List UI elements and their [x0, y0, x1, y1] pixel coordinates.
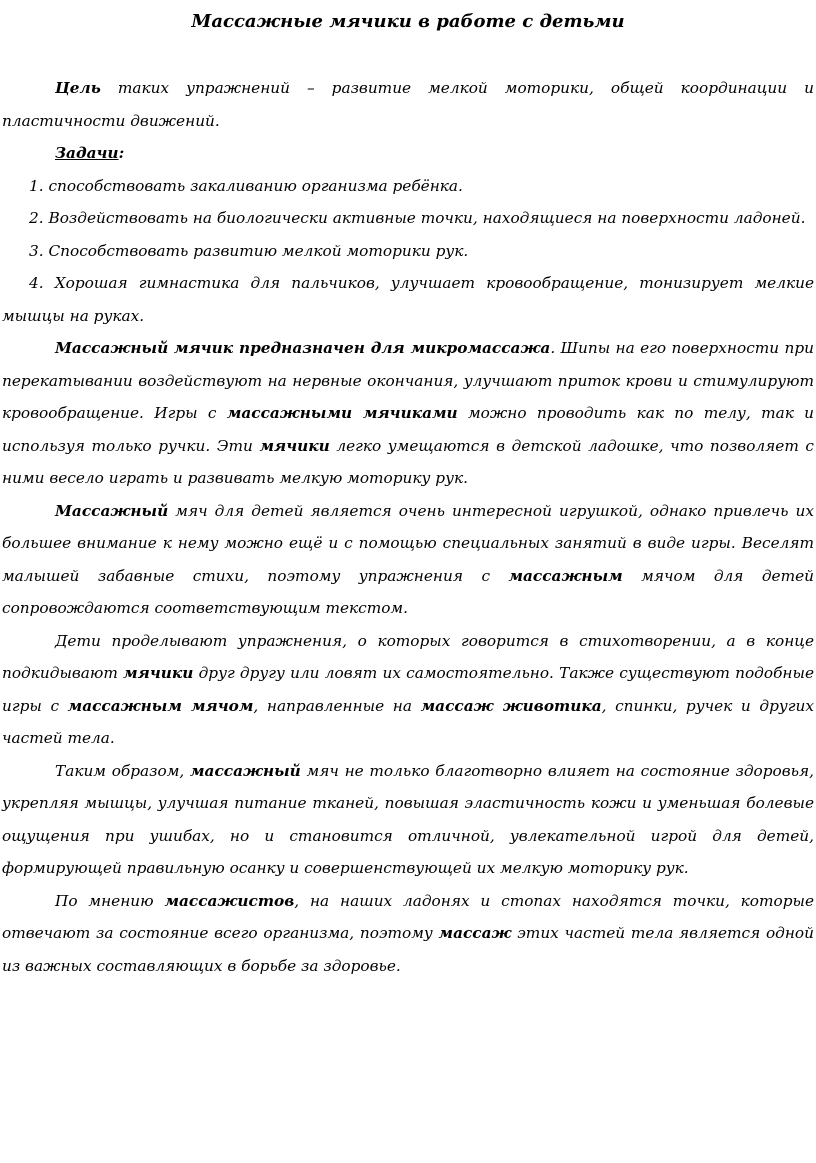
- para3-text-1: Дети проделывают упражнения, о которых говорится в стихотворении, а в конце подкидывают: [2, 631, 814, 682]
- paragraph-conclusion: [2, 755, 814, 885]
- paragraph-micromassage: [2, 332, 814, 495]
- para1-bold-3: мячики: [259, 436, 330, 455]
- para3-text-2: друг другу или ловят их самостоятельно. Также существуют подобные игры с: [2, 664, 814, 715]
- para3-bold-2: массажным мячом: [67, 696, 254, 715]
- paragraph-toy: [2, 495, 814, 625]
- para4-bold-1: массажный: [190, 761, 301, 780]
- para3-bold-3: массаж животика: [420, 696, 602, 715]
- para2-bold-1: Массажный: [55, 501, 169, 520]
- para2-text-2: мячом для детей сопровождаются соответствующим текстом.: [2, 566, 815, 617]
- goal-paragraph: [2, 72, 814, 137]
- para5-text-2: , на наших ладонях и стопах находятся точки, которые отвечают за состояние всего организма, поэтому: [2, 891, 815, 942]
- document-title: Массажные мячики в работе с детьми: [191, 11, 625, 32]
- task-item-2: 2. Воздействовать на биологически активные точки, находящиеся на поверхности ладоней.: [29, 209, 806, 227]
- task-item-3: 3. Способствовать развитию мелкой моторики рук.: [29, 241, 469, 260]
- para5-bold-2: массаж: [438, 924, 512, 942]
- title-spacer: [2, 40, 814, 72]
- tasks-label: Задачи: [55, 144, 119, 162]
- para1-text-1: . Шипы на его поверхности при перекатывании воздействуют на нервные окончания, улучшают приток крови и стимулируют кровообращение. Игры с: [2, 339, 814, 422]
- para2-bold-2: массажным: [508, 566, 623, 585]
- para1-text-3: легко умещаются в детской ладошке, что позволяет с ними весело играть и развивать мелкую моторику рук.: [2, 436, 814, 487]
- para4-text-2: мяч не только благотворно влияет на состояние здоровья, укрепляя мышцы, улучшая питание тканей, повышая эластичность кожи и уменьшая болевые ощущения при ушибах, но и становится отличной, увлекательной игрой для детей, формирующей правильную осанку и совершенствующей их мелкую моторику рук.: [2, 761, 814, 877]
- goal-label: Цель: [55, 79, 101, 97]
- para5-text-3: этих частей тела является одной из важных составляющих в борьбе за здоровье.: [2, 924, 814, 975]
- para2-text-1: мяч для детей является очень интересной игрушкой, однако привлечь их большее внимание к нему можно ещё и с помощью специальных занятий в виде игры. Веселят малышей забавные стихи, поэтому упражнения с: [2, 501, 814, 585]
- paragraph-masseurs: [2, 885, 814, 983]
- para1-bold-1: Массажный мячик предназначен для микромассажа: [55, 339, 551, 357]
- para5-bold-1: массажистов: [164, 891, 295, 910]
- para5-text-1: По мнению: [55, 891, 165, 910]
- task-item-4: 4. Хорошая гимнастика для пальчиков, улучшает кровообращение, тонизирует мелкие мышцы на руках.: [2, 274, 814, 325]
- para1-bold-2: массажными мячиками: [226, 404, 458, 422]
- task-item-1: 1. способствовать закаливанию организма ребёнка.: [29, 176, 463, 195]
- paragraph-exercises: [2, 625, 814, 755]
- para1-text-2: можно проводить как по телу, так и используя только ручки. Эти: [2, 404, 815, 455]
- tasks-colon: :: [118, 144, 125, 162]
- tasks-heading: [2, 137, 814, 170]
- para3-text-3: , направленные на: [253, 696, 421, 715]
- para3-bold-1: мячики: [123, 664, 194, 682]
- goal-text: таких упражнений – развитие мелкой моторики, общей координации и пластичности движений.: [2, 79, 814, 130]
- para3-text-4: , спинки, ручек и других частей тела.: [2, 696, 814, 747]
- para4-text-1: Таким образом,: [55, 761, 190, 780]
